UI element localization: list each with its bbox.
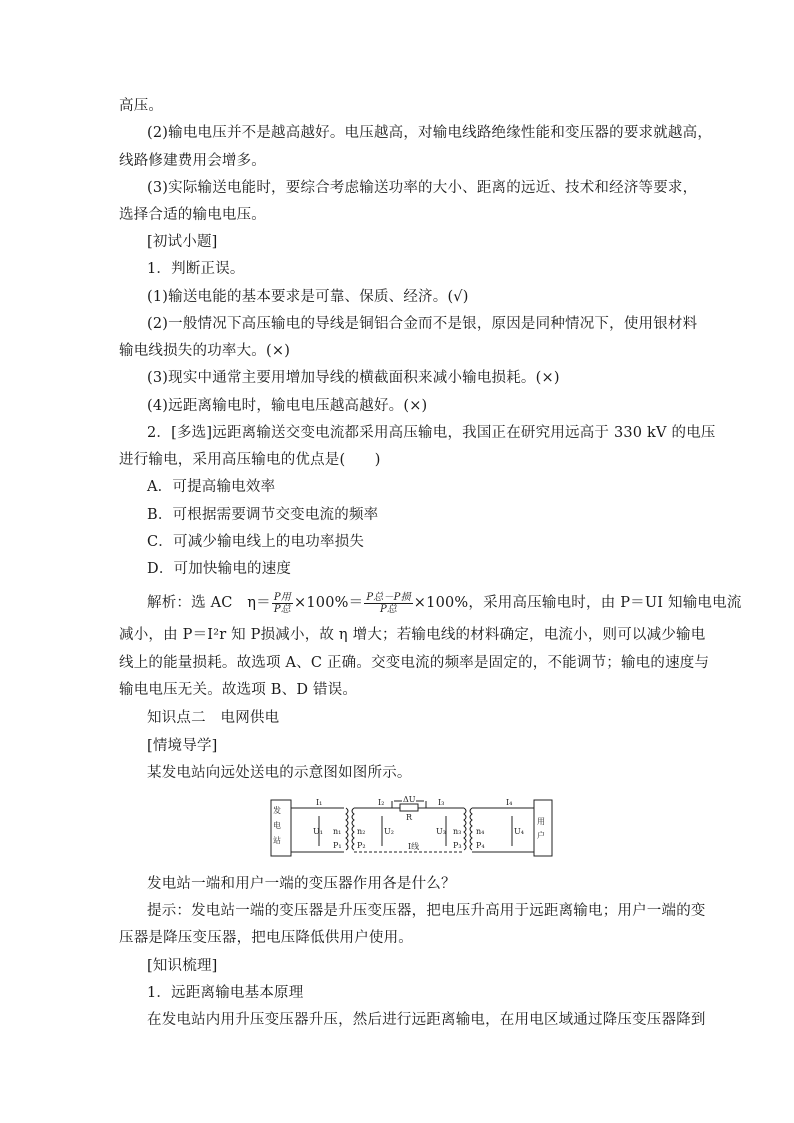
text-line: 选择合适的输电电压。 — [119, 207, 266, 223]
power-transmission-diagram — [270, 796, 554, 860]
judgment-item: (4)远距离输电时，输电电压越高越好。(×) — [147, 398, 428, 414]
svg-text:P₁: P₁ — [333, 841, 342, 850]
loss-fraction: $\frac{\text{P总－P损}}{\text{P总}}$ — [366, 591, 411, 615]
judgment-item: (1)输送电能的基本要求是可靠、保质、经济。(√) — [147, 289, 469, 305]
section-heading: 知识点二 电网供电 — [147, 710, 280, 726]
svg-text:I线: I线 — [408, 842, 420, 851]
text-line: (3)实际输送电能时，要综合考虑输送功率的大小、距离的远近、技术和经济等要求， — [147, 180, 698, 196]
solution-prefix: 解析：选 AC η＝ — [147, 595, 271, 611]
judgment-item: (3)现实中通常主要用增加导线的横截面积来减小输电损耗。(×) — [147, 370, 560, 386]
option-b: B．可根据需要调节交变电流的频率 — [147, 507, 379, 523]
section-label: [初试小题] — [147, 234, 218, 250]
user-label-1: 用 — [537, 817, 545, 826]
svg-text:U₄: U₄ — [514, 827, 524, 836]
text-line: 线上的能量损耗。故选项 A、C 正确。交变电流的频率是固定的，不能调节；输电的速度与 — [119, 655, 710, 671]
judgment-item: (2)一般情况下高压输电的导线是铜铝合金而不是银，原因是同种情况下，使用银材料 — [147, 316, 698, 332]
section-label: [情境导学] — [147, 738, 218, 754]
section-label: [知识梳理] — [147, 958, 218, 974]
hint-line: 提示：发电站一端的变压器是升压变压器，把电压升高用于远距离输电；用户一端的变 — [147, 903, 706, 919]
text-line: 输电线损失的功率大。(×) — [119, 343, 291, 359]
text-line: 在发电站内用升压变压器升压，然后进行远距离输电，在用电区域通过降压变压器降到 — [147, 1012, 706, 1028]
question-title: 1．判断正误。 — [147, 261, 245, 277]
svg-text:P₃: P₃ — [453, 841, 462, 850]
svg-text:U₂: U₂ — [384, 827, 394, 836]
svg-text:I₄: I₄ — [506, 798, 513, 807]
text-line: (2)输电电压并不是越高越好。电压越高，对输电线路绝缘性能和变压器的要求就越高， — [147, 125, 713, 141]
power-station-label-1: 发 — [273, 806, 281, 815]
text-line: 线路修建费用会增多。 — [119, 153, 266, 169]
svg-text:R: R — [406, 813, 413, 822]
text-line: 发电站一端和用户一端的变压器作用各是什么？ — [147, 876, 456, 892]
option-a: A．可提高输电效率 — [147, 479, 276, 495]
text-line: 压器是降压变压器，把电压降低供用户使用。 — [119, 930, 413, 946]
svg-text:I₂: I₂ — [378, 798, 385, 807]
svg-text:U₃: U₃ — [436, 827, 446, 836]
svg-text:I₃: I₃ — [438, 798, 445, 807]
text-line: 高压。 — [119, 98, 164, 114]
option-d: D．可加快输电的速度 — [147, 561, 292, 577]
svg-text:ΔU: ΔU — [403, 795, 416, 804]
svg-text:U₁: U₁ — [313, 827, 323, 836]
power-station-label-2: 电 — [273, 821, 281, 830]
text-line: 某发电站向远处送电的示意图如图所示。 — [147, 765, 412, 781]
efficiency-fraction: $\frac{\text{P用}}{\text{P总}}$ — [273, 591, 292, 615]
user-label-2: 户 — [537, 831, 545, 840]
svg-text:n₂: n₂ — [357, 827, 366, 836]
option-c: C．可减少输电线上的电功率损失 — [147, 534, 365, 550]
subheading: 1．远距离输电基本原理 — [147, 985, 304, 1001]
svg-text:P₂: P₂ — [357, 841, 366, 850]
svg-text:n₁: n₁ — [333, 827, 342, 836]
question-title: 2．[多选]远距离输送交变电流都采用高压输电，我国正在研究用远高于 330 kV 的电压 — [147, 425, 716, 441]
text-line: 进行输电，采用高压输电的优点是( ) — [119, 452, 381, 468]
power-station-label-3: 站 — [273, 836, 281, 845]
text-line: 输电电压无关。故选项 B、D 错误。 — [119, 682, 358, 698]
svg-text:n₃: n₃ — [453, 827, 462, 836]
text-line: 减小，由 P＝I²r 知 P损减小，故 η 增大；若输电线的材料确定，电流小，则可以减少输电 — [119, 627, 706, 643]
svg-text:I₁: I₁ — [316, 798, 323, 807]
svg-text:P₄: P₄ — [476, 841, 485, 850]
solution-line: 解析：选 AC η＝ $\frac{\text{P用}}{\text{P总}}$ ×100%＝ $\frac{\text{P总－P损}}{\text{P总}}$ ×100%，采用高压输电时，由 P＝UI 知输电电流 — [147, 591, 742, 615]
svg-text:n₄: n₄ — [476, 827, 485, 836]
